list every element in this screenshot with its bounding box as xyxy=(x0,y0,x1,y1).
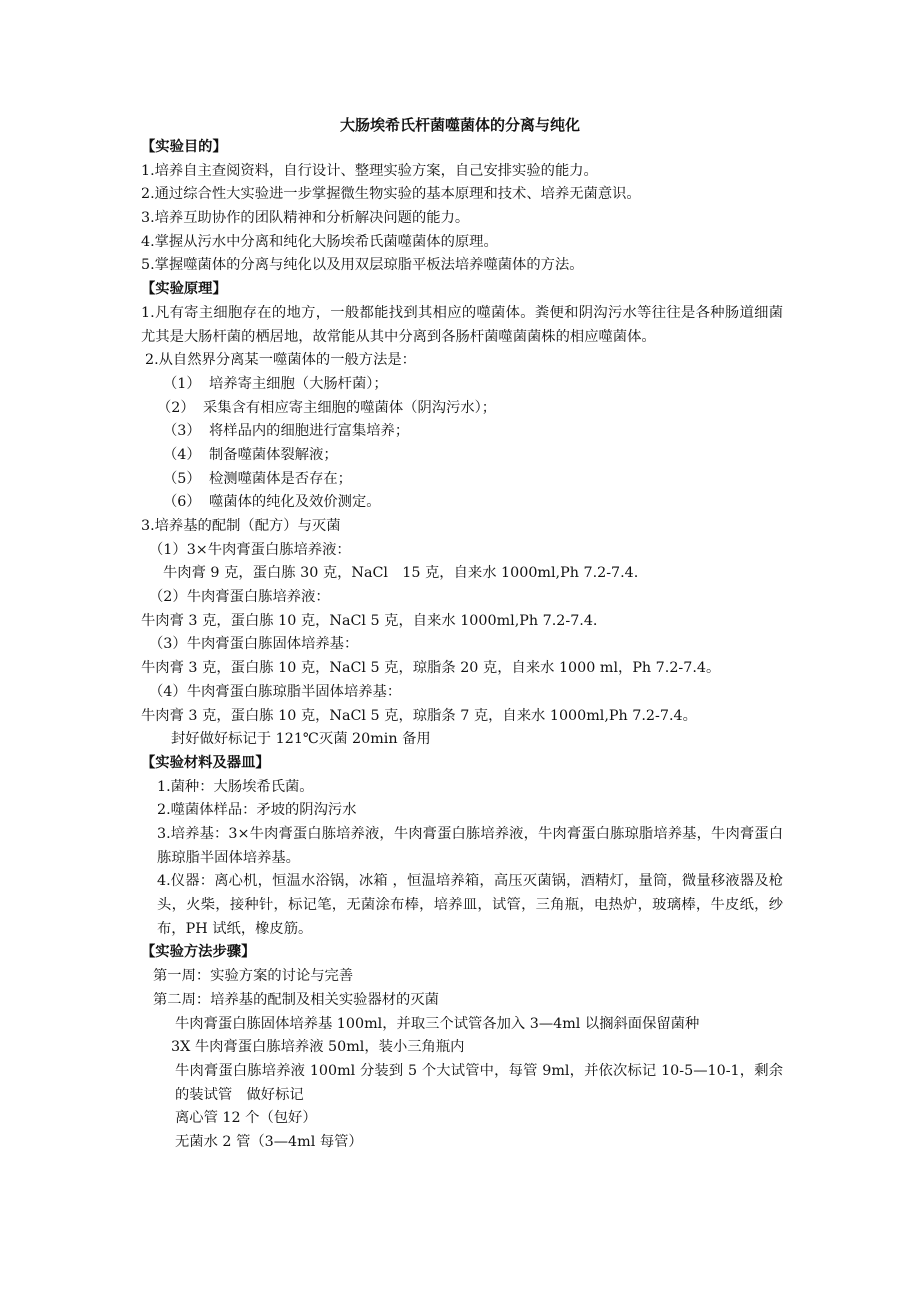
isolation-step xyxy=(141,491,783,515)
step-text: 噬菌体的纯化及效价测定。 xyxy=(209,494,381,511)
medium-recipe: 牛肉膏 3 克，蛋白胨 10 克，NaCl 5 克，琼脂条 7 克，自来水 1000ml,Ph 7.2-7.4。 xyxy=(141,707,697,724)
isolation-step xyxy=(141,420,783,444)
week-1-plan: 第一周：实验方案的讨论与完善 xyxy=(153,968,354,985)
step-text: 将样品内的细胞进行富集培养； xyxy=(209,423,410,440)
methods-heading: 【实验方法步骤】 xyxy=(141,944,256,961)
principle-paragraph-1: 1.凡有寄主细胞存在的地方，一般都能找到其相应的噬菌体。粪便和阴沟污水等往往是各种肠道细菌尤其是大肠杆菌的栖居地，故常能从其中分离到各肠杆菌噬菌菌株的相应噬菌体。 xyxy=(141,304,783,345)
isolation-step xyxy=(141,468,783,492)
principle-heading: 【实验原理】 xyxy=(141,281,227,298)
isolation-step xyxy=(141,373,783,397)
medium-recipe: 牛肉膏 3 克，蛋白胨 10 克，NaCl 5 克，琼脂条 20 克，自来水 1000 ml，Ph 7.2-7.4。 xyxy=(141,660,721,677)
medium-recipe: 牛肉膏 3 克，蛋白胨 10 克，NaCl 5 克，自来水 1000ml,Ph 7.2-7.4. xyxy=(141,612,598,629)
principle-paragraph-3: 3.培养基的配制（配方）与灭菌 xyxy=(141,518,341,535)
medium-name: （4）牛肉膏蛋白胨琼脂半固体培养基： xyxy=(149,683,402,700)
step-number: （2） xyxy=(157,399,195,416)
week-2-item: 3X 牛肉膏蛋白胨培养液 50ml，装小三角瓶内 xyxy=(171,1039,465,1056)
step-number: （5） xyxy=(163,470,201,487)
materials-instruments: 4.仪器：离心机，恒温水浴锅，冰箱 ，恒温培养箱，高压灭菌锅，酒精灯，量筒，微量移液器及枪头，火柴，接种针，标记笔，无菌涂布棒，培养皿，试管，三角瓶，电热炉，玻璃棒，牛皮纸，纱布，PH 试纸，橡皮筋。 xyxy=(157,873,783,937)
purpose-item: 5.掌握噬菌体的分离与纯化以及用双层琼脂平板法培养噬菌体的方法。 xyxy=(141,257,584,274)
week-2-item: 牛肉膏蛋白胨培养液 100ml 分装到 5 个大试管中，每管 9ml，并依次标记 10-5—10-1，剩余的装试管 做好标记 xyxy=(175,1062,783,1103)
week-2-item: 牛肉膏蛋白胨固体培养基 100ml，并取三个试管各加入 3—4ml 以搁斜面保留菌种 xyxy=(175,1015,700,1032)
step-text: 制备噬菌体裂解液； xyxy=(209,446,338,463)
step-text: 检测噬菌体是否存在； xyxy=(209,470,352,487)
isolation-step xyxy=(141,444,783,468)
materials-heading: 【实验材料及器皿】 xyxy=(141,754,270,771)
week-2-item: 离心管 12 个（包好） xyxy=(175,1110,317,1127)
purpose-item: 2.通过综合性大实验进一步掌握微生物实验的基本原理和技术、培养无菌意识。 xyxy=(141,186,641,203)
medium-name: （3）牛肉膏蛋白胨固体培养基： xyxy=(149,636,359,653)
materials-phage-sample: 2.噬菌体样品：矛坡的阴沟污水 xyxy=(157,802,357,819)
materials-strain: 1.菌种：大肠埃希氏菌。 xyxy=(157,778,314,795)
step-number: （6） xyxy=(163,494,201,511)
step-number: （4） xyxy=(163,446,201,463)
purpose-item: 4.掌握从污水中分离和纯化大肠埃希氏菌噬菌体的原理。 xyxy=(141,233,498,250)
purpose-item: 1.培养自主查阅资料，自行设计、整理实验方案，自己安排实验的能力。 xyxy=(141,162,598,179)
medium-name: （2）牛肉膏蛋白胨培养液： xyxy=(149,589,330,606)
document-body xyxy=(141,136,783,1155)
principle-paragraph-2: 2.从自然界分离某一噬菌体的一般方法是： xyxy=(145,352,416,369)
medium-recipe: 牛肉膏 9 克，蛋白胨 30 克，NaCl 15 克，自来水 1000ml,Ph 7.2-7.4. xyxy=(163,565,639,582)
step-number: （1） xyxy=(163,375,201,392)
step-text: 培养寄主细胞（大肠杆菌）； xyxy=(209,375,388,392)
week-2-item: 无菌水 2 管（3—4ml 每管） xyxy=(175,1134,363,1151)
week-2-plan: 第二周：培养基的配制及相关实验器材的灭菌 xyxy=(153,991,439,1008)
sterilization-note: 封好做好标记于 121℃灭菌 20min 备用 xyxy=(171,731,431,748)
materials-medium: 3.培养基：3×牛肉膏蛋白胨培养液，牛肉膏蛋白胨培养液，牛肉膏蛋白胨琼脂培养基，牛肉膏蛋白胨琼脂半固体培养基。 xyxy=(157,825,783,866)
purpose-heading: 【实验目的】 xyxy=(141,139,227,155)
purpose-item: 3.培养互助协作的团队精神和分析解决问题的能力。 xyxy=(141,210,470,227)
step-text: 采集含有相应寄主细胞的噬菌体（阴沟污水）； xyxy=(203,399,497,416)
medium-name: （1）3×牛肉膏蛋白胨培养液： xyxy=(149,541,351,558)
step-number: （3） xyxy=(163,423,201,440)
document-title: 大肠埃希氏杆菌噬菌体的分离与纯化 xyxy=(339,116,580,134)
isolation-step xyxy=(141,397,783,421)
